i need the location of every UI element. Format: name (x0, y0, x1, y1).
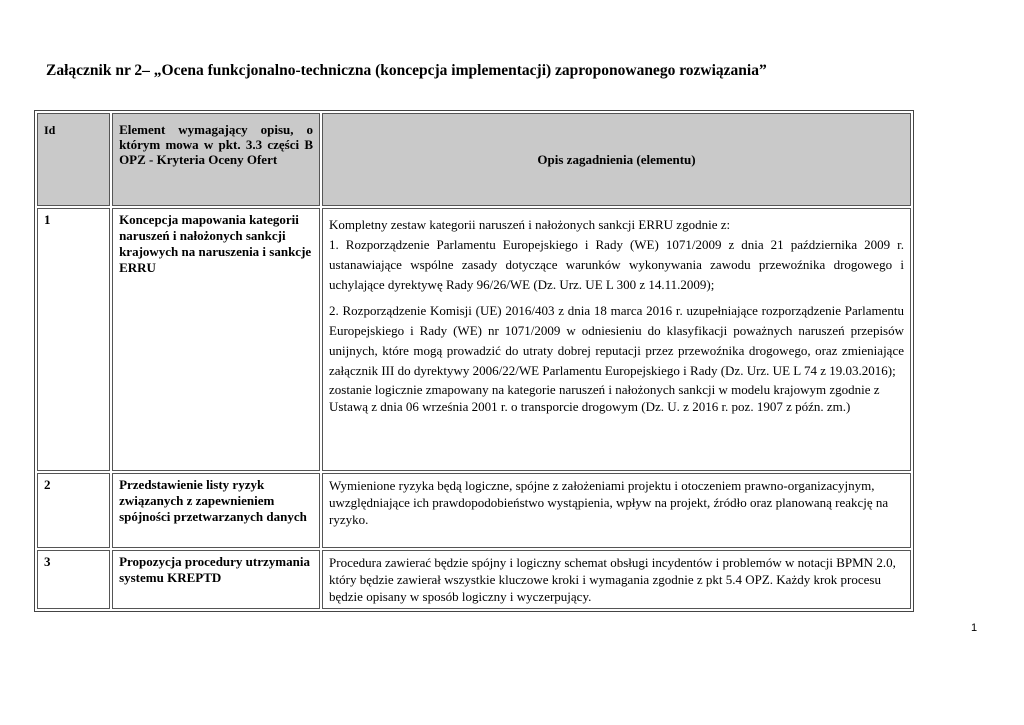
evaluation-table (34, 110, 914, 612)
table-row (37, 550, 911, 609)
table-row (37, 473, 911, 548)
page-number: 1 (971, 622, 978, 634)
row-description (322, 208, 911, 471)
table-header-row (37, 113, 911, 206)
row-element: Koncepcja mapowania kategorii naruszeń i nałożonych sankcji krajowych na naruszenia i sankcje ERRU (112, 208, 320, 471)
table-row (37, 208, 911, 471)
row-element: Propozycja procedury utrzymania systemu KREPTD (112, 550, 320, 609)
description-paragraph: Kompletny zestaw kategorii naruszeń i nałożonych sankcji ERRU zgodnie z: (329, 217, 731, 232)
document-title: Załącznik nr 2– „Ocena funkcjonalno-techniczna (koncepcja implementacji) zaproponowanego rozwiązania” (46, 62, 767, 79)
row-description: Wymienione ryzyka będą logiczne, spójne z założeniami projektu i otoczeniem prawno-organizacyjnym, uwzględniające ich prawdopodobieństwo wystąpienia, wpływ na projekt, źródło oraz planowaną reakcję na ryzyko. (322, 473, 911, 548)
header-id: Id (37, 113, 110, 206)
description-paragraph: zostanie logicznie zmapowany na kategorie naruszeń i nałożonych sankcji w modelu krajowym zgodnie z Ustawą z dnia 06 września 2001 r. o transporcie drogowym (Dz. U. z 2016 r. poz. 1907 z późn. zm.) (329, 382, 880, 414)
row-element: Przedstawienie listy ryzyk związanych z zapewnieniem spójności przetwarzanych danych (112, 473, 320, 548)
description-paragraph: 2. Rozporządzenie Komisji (UE) 2016/403 z dnia 18 marca 2016 r. uzupełniające rozporządzenie Parlamentu Europejskiego i Rady (WE) nr 1071/2009 w odniesieniu do klasyfikacji poważnych naruszeń przepisów unijnych, które mogą prowadzić do utraty dobrej reputacji przez przewoźnika drogowego, oraz zmieniające załącznik III do dyrektywy 2006/22/WE Parlamentu Europejskiego i Rady (Dz. Urz. UE L 74 z 19.03.2016); (329, 303, 904, 378)
row-id: 2 (37, 473, 110, 548)
header-description: Opis zagadnienia (elementu) (322, 113, 911, 206)
description-paragraph: 1. Rozporządzenie Parlamentu Europejskiego i Rady (WE) 1071/2009 z dnia 21 października 2009 r. ustanawiające wspólne zasady dotyczące warunków wykonywania zawodu przewoźnika drogowego i uchylające dyrektywę Rady 96/26/WE (Dz. Urz. UE L 300 z 14.11.2009); (329, 237, 904, 292)
row-id: 3 (37, 550, 110, 609)
header-element: Element wymagający opisu, o którym mowa w pkt. 3.3 części B OPZ - Kryteria Oceny Ofert (112, 113, 320, 206)
row-id: 1 (37, 208, 110, 471)
row-description: Procedura zawierać będzie spójny i logiczny schemat obsługi incydentów i problemów w notacji BPMN 2.0, który będzie zawierał wszystkie kluczowe kroki i wymagania zgodnie z pkt 5.4 OPZ. Każdy krok procesu będzie opisany w sposób logiczny i wyczerpujący. (322, 550, 911, 609)
